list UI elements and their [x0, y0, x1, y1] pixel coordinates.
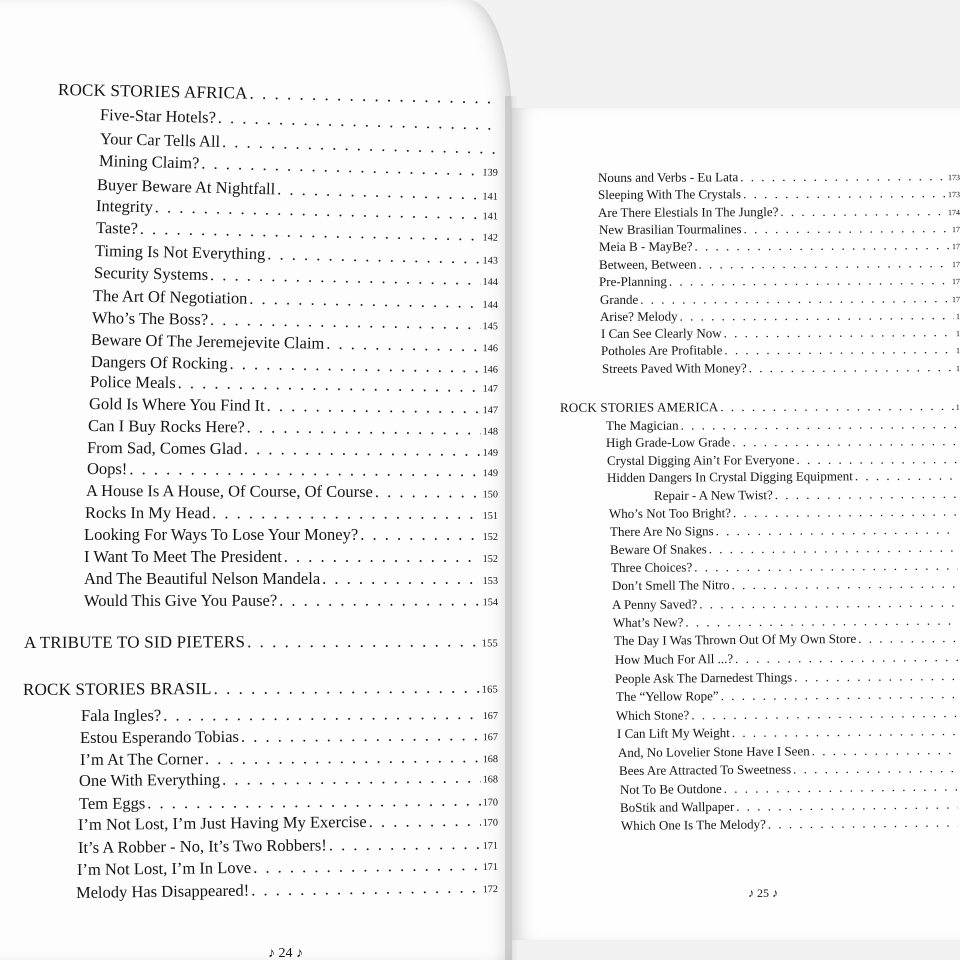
toc-entry: [80, 725, 498, 748]
toc-entry-page: 172: [482, 884, 499, 896]
toc-entry-title: BoStik and Wallpaper: [619, 798, 735, 815]
dot-leader: [205, 747, 481, 769]
toc-entry-title: One With Everything: [78, 769, 221, 790]
dot-leader: [669, 272, 950, 289]
toc-entry-title: Don’t Smell The Nitro: [611, 577, 730, 593]
dot-leader: [267, 396, 481, 418]
toc-entry-title: There Are No Signs: [609, 523, 714, 539]
music-note-icon: ♪: [268, 946, 275, 960]
toc-entry-title: Grande: [599, 291, 639, 307]
dot-leader: [855, 468, 958, 485]
toc-entry-title: Arise? Melody: [599, 308, 678, 324]
dot-leader: [251, 877, 481, 900]
toc-entry-title: Security Systems: [93, 263, 209, 284]
toc-entry: [601, 324, 960, 342]
music-note-icon: ♪: [772, 886, 778, 900]
dot-leader: [129, 459, 480, 481]
toc-entry: [621, 814, 960, 834]
music-note-icon: ♪: [296, 946, 303, 960]
toc-entry-title: I’m At The Corner: [79, 749, 204, 769]
toc-entry: [617, 723, 960, 742]
dot-leader: [210, 310, 481, 334]
toc-entry-title: The “Yellow Rope”: [615, 688, 719, 704]
toc-entry-title: Fala Ingles?: [80, 705, 162, 725]
toc-entry: [84, 569, 498, 589]
toc-entry: [615, 668, 960, 687]
toc-entry-page: 167: [482, 732, 499, 744]
toc-entry-page: 170: [482, 797, 499, 809]
toc-entry-title: People Ask The Darnedest Things: [614, 669, 793, 686]
toc-section-heading: [58, 80, 498, 108]
toc-entry: [598, 203, 960, 221]
toc-entry: [607, 451, 960, 469]
toc-entry: [611, 558, 960, 576]
toc-entry-page: 152: [482, 554, 498, 565]
toc-entry: [599, 220, 960, 238]
page-number: 24: [278, 946, 293, 960]
dot-leader: [279, 590, 481, 610]
toc-entry-title: Estou Esperando Tobias: [79, 726, 239, 747]
toc-entry: [613, 613, 960, 631]
toc-entry-page: 174: [947, 208, 960, 218]
dot-leader: [736, 796, 958, 814]
toc-entry: [602, 359, 960, 377]
dot-leader: [694, 558, 958, 576]
toc-entry-title: Meia B - MayBe?: [598, 238, 693, 254]
toc-entry-title: And The Beautiful Nelson Mandela: [84, 569, 321, 588]
toc-entry: [612, 576, 960, 594]
toc-entry-page: 149: [482, 468, 499, 480]
toc-entry-title: Bees Are Attracted To Sweetness: [618, 761, 792, 778]
dot-leader: [780, 203, 946, 220]
toc-entry: [600, 307, 960, 325]
toc-entry-title: High Grade-Low Grade: [605, 434, 731, 450]
toc-entry: [78, 811, 498, 835]
toc-entry-title: Timing Is Not Everything: [94, 241, 266, 264]
dot-leader: [329, 834, 481, 856]
dot-leader: [724, 324, 954, 341]
toc-entry-page: 165: [481, 684, 499, 696]
dot-leader: [247, 631, 480, 652]
toc-entry: [87, 459, 498, 481]
toc-entry: [620, 796, 960, 816]
toc-entry: [89, 394, 498, 418]
toc-entry-title: Three Choices?: [610, 559, 693, 575]
toc-entry-title: Nouns and Verbs - Eu Lata: [597, 169, 739, 185]
dot-leader: [743, 185, 946, 202]
toc-entry: [88, 416, 498, 440]
dot-leader: [212, 503, 481, 523]
toc-entry-page: 144: [482, 276, 498, 289]
toc-entry: [598, 168, 960, 186]
toc-entry: [78, 834, 498, 858]
toc-entry: [616, 686, 960, 705]
toc-entry-page: 171: [482, 861, 499, 874]
dot-leader: [201, 154, 481, 181]
toc-entry-title: Can I Buy Rocks Here?: [87, 416, 245, 437]
toc-entry-title: Pre-Planning: [598, 273, 667, 289]
toc-entry: [81, 704, 498, 726]
toc-entry-page: 154: [482, 597, 499, 609]
dot-leader: [267, 244, 481, 268]
dot-leader: [735, 649, 958, 667]
toc-entry: [598, 185, 960, 203]
toc-entry-title: Tem Eggs: [78, 793, 146, 813]
dot-leader: [360, 525, 480, 545]
toc-entry-title: Not To Be Outdone: [619, 780, 722, 797]
toc-entry: [80, 747, 498, 770]
toc-entry-title: ROCK STORIES AMERICA: [559, 399, 719, 415]
dot-leader: [147, 790, 481, 813]
dot-leader: [724, 341, 954, 358]
toc-entry: [654, 486, 960, 504]
toc-entry-title: Five-Star Hotels?: [99, 105, 217, 127]
toc-entry: [615, 649, 960, 668]
toc-entry-title: Which Stone?: [615, 707, 690, 723]
toc-entry-title: The Day I Was Thrown Out Of My Own Store: [613, 630, 857, 648]
toc-entry-title: ROCK STORIES AFRICA: [57, 80, 248, 103]
toc-entry-page: 146: [482, 364, 499, 376]
toc-entry-page: 139: [482, 167, 498, 179]
dot-leader: [858, 630, 958, 647]
toc-entry: [84, 525, 498, 545]
toc-entry-title: Beware Of Snakes: [609, 541, 707, 557]
toc-entry-title: Mining Claim?: [98, 151, 200, 173]
toc-entry-title: Rocks In My Head: [84, 503, 211, 523]
toc-entry-page: 144: [482, 299, 498, 312]
toc-entry: [601, 341, 960, 359]
toc-entry-page: 152: [482, 532, 498, 543]
toc-entry-page: 1: [955, 329, 960, 339]
toc-entry-page: 147: [482, 383, 499, 395]
toc-entry: [599, 255, 960, 273]
dot-leader: [253, 855, 481, 878]
toc-entry-title: Oops!: [86, 459, 128, 479]
dot-leader: [775, 486, 958, 503]
toc-entry-page: 168: [482, 754, 499, 766]
toc-entry-page: 141: [482, 211, 498, 223]
right-page: [512, 108, 960, 940]
toc-entry: [599, 237, 960, 255]
dot-leader: [222, 767, 481, 789]
dot-leader: [793, 760, 958, 777]
toc-section-heading: [24, 631, 498, 653]
toc-entry-page: 17: [951, 225, 960, 235]
toc-entry: [87, 438, 498, 461]
toc-entry-page: 17: [951, 260, 960, 270]
toc-entry-page: 17: [951, 295, 960, 305]
dot-leader: [249, 84, 496, 109]
toc-entry: [606, 416, 960, 434]
dot-leader: [732, 433, 958, 450]
toc-entry-page: 1: [955, 312, 960, 322]
toc-entry: [620, 778, 960, 798]
toc-entry-title: Beware Of The Jeremejevite Claim: [90, 330, 325, 353]
dot-leader: [178, 373, 481, 397]
toc-entry-title: Are There Elestials In The Jungle?: [597, 204, 779, 220]
toc-entry-page: 149: [482, 447, 499, 459]
dot-leader: [794, 668, 958, 685]
toc-entry-title: Who’s The Boss?: [91, 308, 209, 329]
toc-entry: [614, 630, 960, 649]
toc-entry: [85, 503, 498, 524]
toc-entry-page: 170: [482, 817, 499, 829]
toc-entry: [618, 742, 960, 761]
toc-entry-title: Streets Paved With Money?: [601, 360, 747, 376]
dot-leader: [694, 237, 950, 254]
toc-entry-title: It’s A Robber - No, It’s Two Robbers!: [77, 835, 327, 857]
toc-entry-page: 150: [482, 489, 499, 501]
dot-leader: [740, 168, 946, 185]
toc-entry-page: 143: [482, 255, 498, 267]
toc-entry-page: 148: [482, 426, 499, 438]
dot-leader: [218, 108, 496, 135]
dot-leader: [768, 814, 958, 832]
toc-entry: [84, 590, 498, 611]
toc-entry-page: 173: [947, 190, 960, 200]
dot-leader: [732, 723, 958, 741]
dot-leader: [163, 704, 481, 726]
toc-entry-page: 145: [482, 321, 498, 333]
toc-entry-page: 147: [482, 405, 499, 417]
toc-entry-title: Looking For Ways To Lose Your Money?: [84, 525, 359, 544]
dot-leader: [640, 290, 950, 308]
dot-leader: [699, 595, 958, 613]
toc-entry-title: I Want To Meet The President: [84, 547, 282, 566]
dot-leader: [241, 725, 481, 747]
toc-entry-title: Police Meals: [89, 372, 176, 393]
toc-entry-title: What’s New?: [612, 614, 684, 630]
toc-entry-page: 155: [481, 638, 499, 650]
dot-leader: [244, 439, 481, 461]
dot-leader: [326, 334, 481, 356]
dot-leader: [749, 359, 954, 376]
dot-leader: [698, 255, 950, 272]
dot-leader: [744, 220, 950, 237]
right-folio: [748, 886, 778, 901]
toc-entry-title: From Sad, Comes Glad: [86, 438, 242, 459]
toc-entry-title: A Penny Saved?: [611, 596, 698, 612]
toc-entry-title: Would This Give You Pause?: [83, 590, 278, 610]
dot-leader: [284, 547, 481, 567]
toc-entry: [606, 433, 960, 451]
toc-entry: [600, 290, 960, 308]
toc-entry-title: Dangers Of Rocking: [90, 352, 228, 373]
toc-entry-page: 171: [482, 840, 499, 852]
dot-leader: [691, 705, 958, 723]
toc-entry: [607, 468, 960, 486]
toc-entry-title: Gold Is Where You Find It: [88, 394, 265, 415]
toc-entry-title: I Can See Clearly Now: [600, 325, 722, 341]
toc-section-heading: [560, 398, 960, 416]
toc-entry-page: 146: [482, 343, 498, 355]
dot-leader: [732, 576, 958, 594]
page-number: 25: [757, 886, 769, 900]
dot-leader: [724, 778, 958, 796]
toc-entry: [86, 481, 498, 502]
dot-leader: [812, 742, 958, 759]
toc-entry-page: 1: [955, 346, 960, 356]
toc-entry-page: 17: [951, 242, 960, 252]
toc-entry-title: I Can Lift My Weight: [616, 725, 730, 741]
toc-entry-title: Sleeping With The Crystals: [597, 186, 742, 202]
toc-entry: [619, 760, 960, 779]
dot-leader: [796, 451, 958, 468]
dot-leader: [681, 416, 959, 433]
toc-entry-title: Buyer Beware At Nightfall: [96, 175, 276, 199]
toc-entry-title: A TRIBUTE TO SID PIETERS: [23, 632, 246, 652]
toc-section-heading: [23, 678, 498, 700]
dot-leader: [685, 613, 958, 631]
left-folio: [268, 946, 303, 960]
dot-leader: [716, 522, 958, 540]
toc-entry: [612, 595, 960, 613]
dot-leader: [249, 289, 481, 313]
toc-entry-title: Crystal Digging Ain’t For Everyone: [606, 452, 795, 468]
toc-entry-title: Potholes Are Profitable: [600, 342, 723, 358]
toc-entry-page: 153: [482, 576, 498, 587]
toc-entry-title: Between, Between: [598, 256, 697, 272]
toc-entry: [599, 272, 960, 290]
toc-entry-title: Who’s Not Too Bright?: [608, 505, 732, 521]
toc-entry-title: The Magician: [605, 417, 679, 433]
toc-entry: [610, 522, 960, 540]
toc-entry-title: New Brasilian Tourmalines: [598, 221, 742, 237]
toc-entry-title: ROCK STORIES BRASIL: [22, 679, 212, 699]
music-note-icon: ♪: [748, 886, 754, 900]
toc-entry: [76, 877, 498, 903]
dot-leader: [247, 417, 481, 439]
dot-leader: [680, 307, 954, 324]
dot-leader: [733, 504, 958, 522]
toc-entry-title: How Much For All ...?: [614, 650, 734, 667]
toc-entry-title: Repair - A New Twist?: [653, 487, 773, 503]
toc-entry-page: 173: [947, 173, 960, 183]
toc-entry-page: 168: [482, 774, 499, 786]
toc-entry-title: And, No Lovelier Stone Have I Seen: [617, 743, 810, 760]
toc-entry-title: Melody Has Disappeared!: [75, 880, 250, 902]
dot-leader: [210, 265, 481, 290]
toc-entry: [90, 372, 498, 397]
toc-entry-title: I’m Not Lost, I’m In Love: [76, 857, 252, 879]
dot-leader: [709, 540, 958, 558]
toc-entry-page: 142: [482, 232, 498, 244]
toc-entry-title: The Art Of Negotiation: [92, 286, 248, 308]
dot-leader: [375, 482, 481, 502]
dot-leader: [322, 569, 481, 589]
dot-leader: [369, 811, 481, 832]
toc-entry: [79, 767, 498, 791]
toc-entry-title: Hidden Dangers In Crystal Digging Equipment: [606, 468, 853, 485]
toc-entry-title: Your Car Tells All: [99, 129, 221, 151]
dot-leader: [214, 678, 480, 699]
toc-entry-title: A House Is A House, Of Course, Of Course: [85, 481, 373, 502]
toc-entry: [609, 504, 960, 522]
toc-entry-page: 17: [951, 277, 960, 287]
toc-entry-page: 1: [955, 364, 960, 374]
toc-entry: [77, 855, 498, 880]
toc-entry-title: I’m Not Lost, I’m Just Having My Exercise: [77, 811, 367, 834]
toc-entry-page: 151: [482, 510, 499, 522]
toc-entry: [610, 540, 960, 558]
toc-entry-page: 1: [955, 402, 960, 412]
toc-entry-title: Integrity: [95, 196, 154, 217]
toc-entry-title: Which One Is The Melody?: [620, 816, 766, 833]
dot-leader: [720, 398, 954, 415]
toc-entry-page: 167: [482, 710, 499, 722]
dot-leader: [721, 686, 958, 704]
toc-entry: [84, 547, 498, 567]
toc-entry-page: 141: [482, 191, 498, 203]
toc-entry: [616, 705, 960, 724]
toc-entry-title: Taste?: [95, 218, 139, 238]
